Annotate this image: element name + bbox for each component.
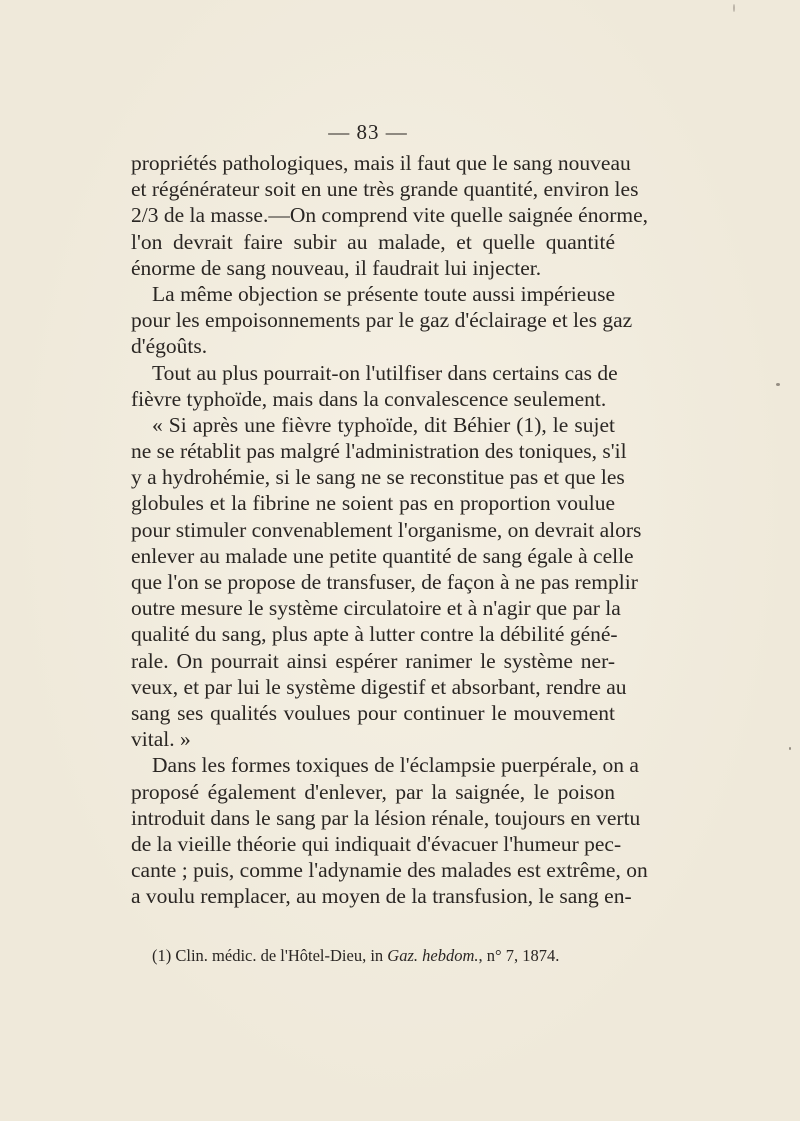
text-line: énorme de sang nouveau, il faudrait lui injecter. — [131, 255, 542, 280]
footnote-suffix: , n° 7, 1874. — [478, 946, 560, 965]
text-line: que l'on se propose de transfuser, de façon à ne pas remplir — [131, 570, 638, 594]
footnote-journal: Gaz. hebdom. — [387, 946, 479, 965]
text-line: Tout au plus pourrait-on l'utilfiser dans certains cas de — [152, 360, 618, 385]
paper-speck — [733, 4, 735, 12]
text-line: « Si après une fièvre typhoïde, dit Béhier (1), le sujet — [152, 412, 615, 437]
text-line: y a hydrohémie, si le sang ne se reconstitue pas et que les — [131, 465, 625, 490]
text-line: introduit dans le sang par la lésion rénale, toujours en vertu — [131, 805, 641, 830]
text-line: 2/3 de la masse.—On comprend vite quelle saignée énorme, — [131, 203, 649, 228]
paper-speck — [776, 383, 780, 386]
text-line: qualité du sang, plus apte à lutter contre la débilité géné- — [131, 622, 618, 647]
footnote-prefix: (1) Clin. médic. de l'Hôtel-Dieu, in — [152, 946, 388, 965]
text-line: Dans les formes toxiques de l'éclampsie puerpérale, on a — [152, 753, 639, 778]
text-line: d'égoûts. — [131, 334, 208, 359]
text-line: proposé également d'enlever, par la saignée, le poison — [131, 779, 615, 804]
body-text — [131, 150, 649, 909]
text-line: a voulu remplacer, au moyen de la transfusion, le sang en- — [131, 884, 632, 909]
footnote — [152, 946, 559, 966]
text-line: pour stimuler convenablement l'organisme, on devrait alors — [131, 517, 642, 542]
text-line: enlever au malade une petite quantité de sang égale à celle — [131, 543, 634, 568]
text-line: l'on devrait faire subir au malade, et quelle quantité — [131, 229, 615, 254]
text-line: sang ses qualités voulues pour continuer le mouvement — [131, 700, 615, 725]
text-line: propriétés pathologiques, mais il faut que le sang nouveau — [131, 151, 631, 175]
text-line: pour les empoisonnements par le gaz d'éclairage et les gaz — [131, 308, 633, 333]
text-line: veux, et par lui le système digestif et absorbant, rendre au — [131, 674, 627, 699]
text-line: fièvre typhoïde, mais dans la convalescence seulement. — [131, 386, 607, 411]
text-line: de la vieille théorie qui indiquait d'évacuer l'humeur pec- — [131, 831, 622, 856]
text-line: outre mesure le système circulatoire et à n'agir que par la — [131, 596, 621, 621]
text-line: La même objection se présente toute aussi impérieuse — [152, 281, 615, 306]
text-line: globules et la fibrine ne soient pas en proportion voulue — [131, 491, 615, 516]
text-line: rale. On pourrait ainsi espérer ranimer le système ner- — [131, 648, 615, 673]
text-line: cante ; puis, comme l'adynamie des malades est extrême, on — [131, 858, 648, 883]
text-line: et régénérateur soit en une très grande quantité, environ les — [131, 177, 639, 202]
paper-speck — [789, 747, 791, 750]
page-number: — 83 — — [328, 120, 408, 144]
text-line: vital. » — [131, 727, 191, 752]
text-line: ne se rétablit pas malgré l'administration des toniques, s'il — [131, 439, 627, 464]
